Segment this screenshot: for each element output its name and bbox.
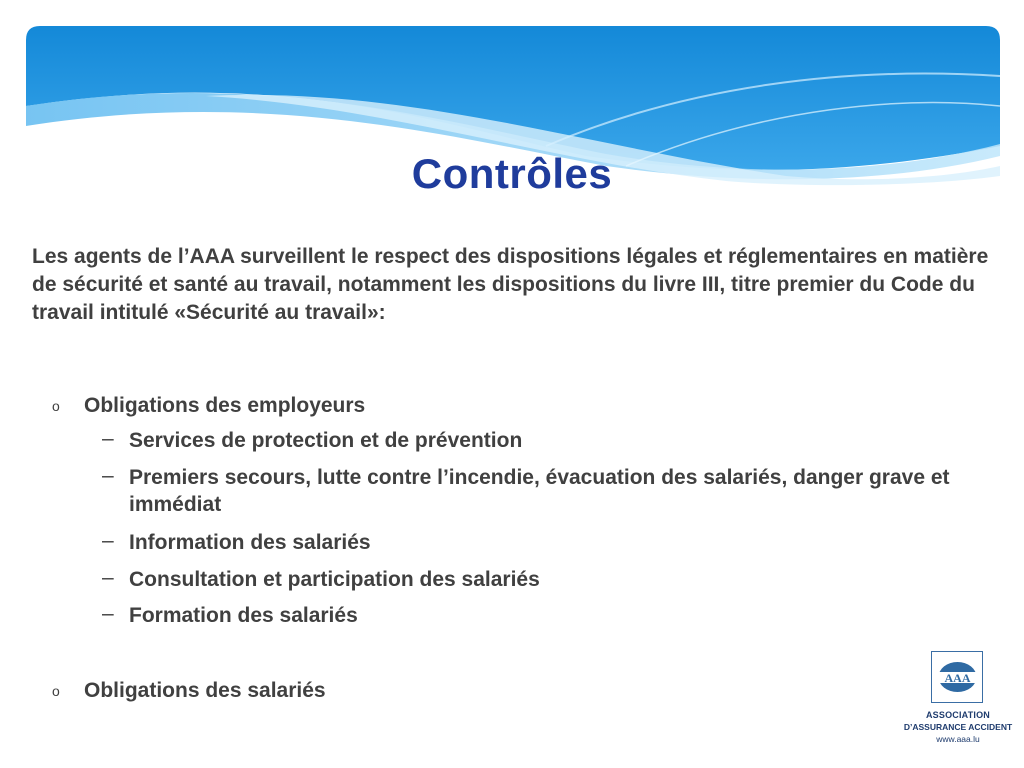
section-salaries: Obligations des salariés <box>84 679 326 702</box>
logo-url: www.aaa.lu <box>936 734 980 744</box>
list-item: Consultation et participation des salariés <box>129 568 540 591</box>
intro-paragraph: Les agents de l’AAA surveillent le respect des dispositions légales et réglementaires en matière de sécurité et santé au travail, notamment les dispositions du livre III, titre premier du Code du travail intitulé «Sécurité au travail»: <box>32 245 989 324</box>
dash-marker: – <box>102 427 114 450</box>
logo-mark-text: AAA <box>944 671 970 685</box>
slide-title: Contrôles <box>411 150 613 197</box>
dash-marker: – <box>102 464 114 487</box>
logo-mark <box>931 651 983 703</box>
list-item: Formation des salariés <box>129 604 358 627</box>
list-item: Information des salariés <box>129 531 371 554</box>
list-item: Premiers secours, lutte contre l’incendie, évacuation des salariés, danger grave et immédiat <box>129 466 950 516</box>
dash-marker: – <box>102 566 114 589</box>
bullet-marker: o <box>52 683 60 699</box>
logo-line-2: D’ASSURANCE ACCIDENT <box>903 722 1013 732</box>
list-item: Services de protection et de prévention <box>129 429 523 452</box>
dash-marker: – <box>102 529 114 552</box>
bullet-marker: o <box>52 398 60 414</box>
logo-emblem-icon <box>933 652 982 701</box>
section-employeurs: Obligations des employeurs <box>84 394 366 417</box>
logo-line-1: ASSOCIATION <box>925 710 991 720</box>
aaa-logo <box>900 648 1016 748</box>
dash-marker: – <box>102 602 114 625</box>
